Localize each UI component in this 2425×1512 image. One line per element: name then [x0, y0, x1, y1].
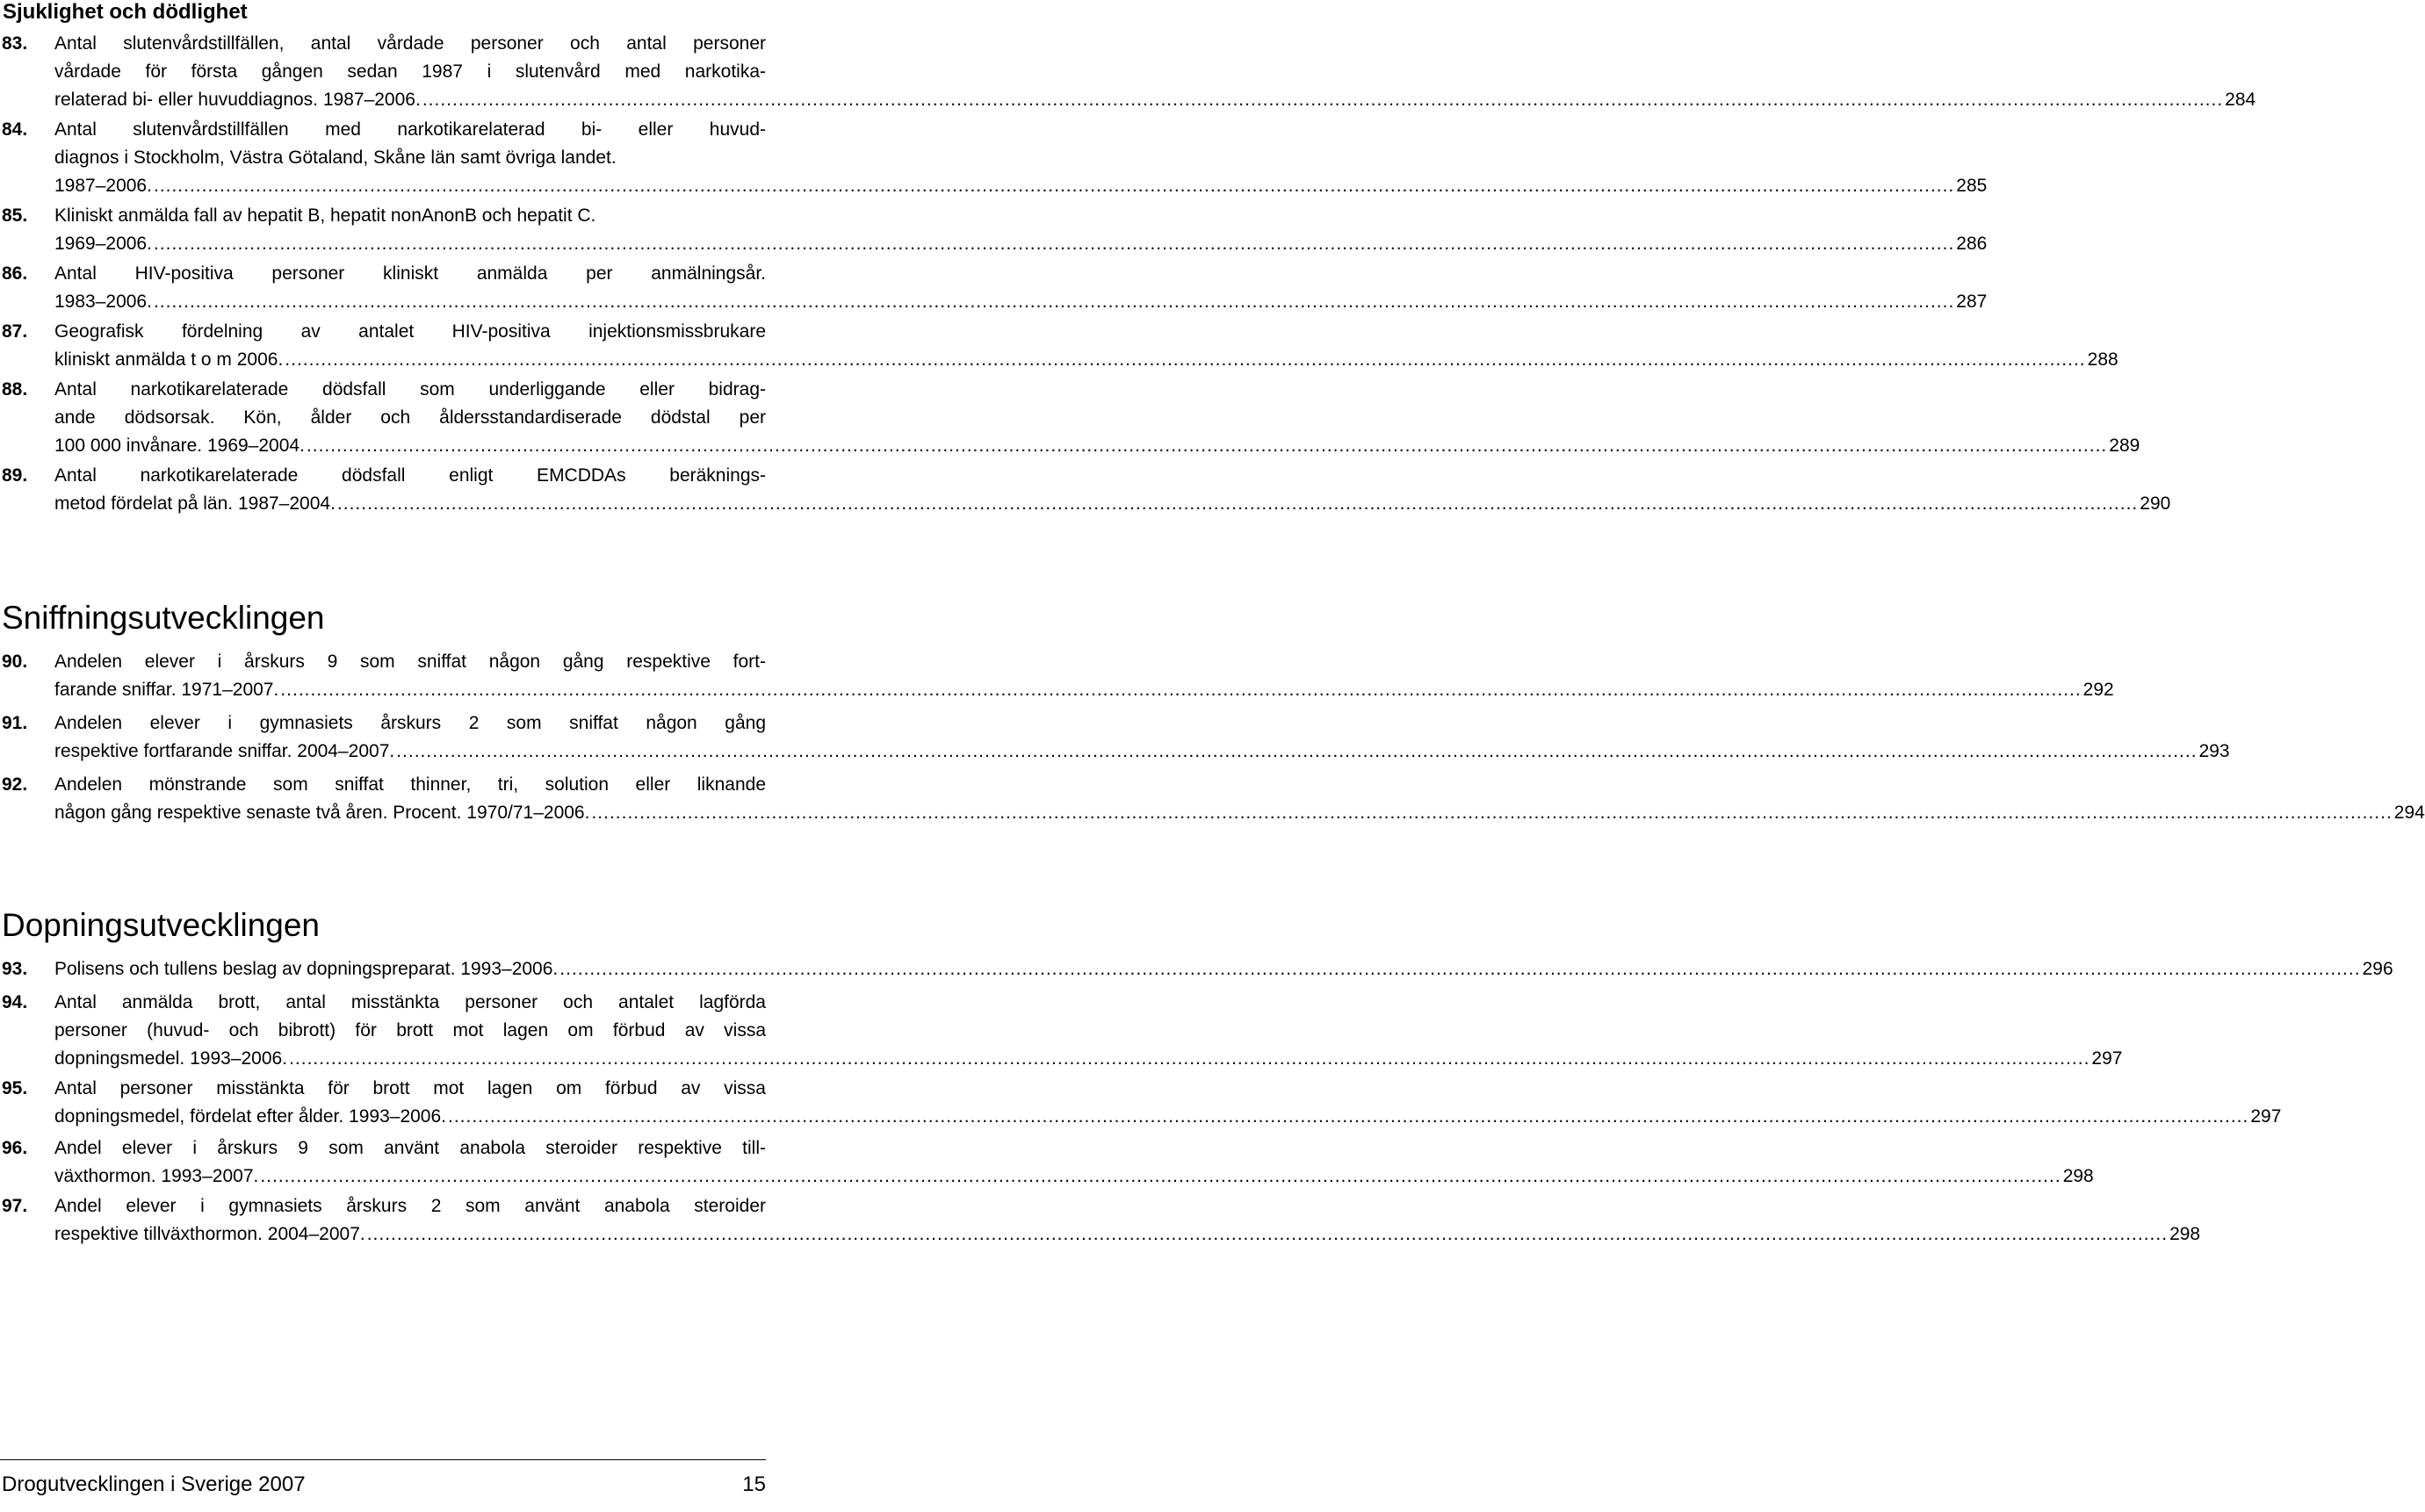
- entry-last-line: respektive fortfarande sniffar. 2004–2007.: [54, 741, 395, 761]
- entry-line: diagnos i Stockholm, Västra Götaland, Skåne län samt övriga landet.: [54, 148, 617, 168]
- entry-last-line: dopningsmedel, fördelat efter ålder. 1993–2006.: [54, 1106, 446, 1127]
- dot-leader: ............................................................................................................................................................................................................................................................................................................: [559, 959, 2361, 979]
- entry-last-line: 1983–2006.: [54, 292, 152, 312]
- page-ref: 288: [2087, 349, 2118, 370]
- entry-text: [54, 30, 2256, 114]
- page-ref: 292: [2082, 680, 2114, 700]
- entry-leader-line: [54, 676, 2114, 704]
- entry-line: Andelen elever i gymnasiets årskurs 2 som sniffat någon gång: [54, 713, 766, 733]
- entry-leader-line: [54, 799, 2425, 827]
- entry-number: 90.: [2, 652, 28, 672]
- entry-line: Antal narkotikarelaterade dödsfall som underliggande eller bidrag-: [54, 379, 766, 400]
- dot-leader: ............................................................................................................................................................................................................................................................................................................: [153, 234, 1955, 254]
- entry-last-line: 1987–2006.: [54, 176, 152, 196]
- entry-line: vårdade för första gången sedan 1987 i slutenvård med narkotika-: [54, 61, 766, 82]
- entry-last-line: relaterad bi- eller huvuddiagnos. 1987–2006.: [54, 90, 421, 110]
- dot-leader: ............................................................................................................................................................................................................................................................................................................: [280, 680, 2082, 700]
- entry-line: ande dödsorsak. Kön, ålder och åldersstandardiserade dödstal per: [54, 407, 766, 428]
- page-ref: 289: [2109, 436, 2140, 456]
- section-heading-dopning: Dopningsutvecklingen: [2, 907, 321, 943]
- entry-text: [54, 462, 2171, 518]
- dot-leader: ............................................................................................................................................................................................................................................................................................................: [396, 741, 2198, 761]
- dot-leader: ............................................................................................................................................................................................................................................................................................................: [285, 349, 2086, 370]
- page-ref: 286: [1956, 234, 1988, 254]
- entry-line: Andelen mönstrande som sniffat thinner, tri, solution eller liknande: [54, 774, 766, 795]
- dot-leader: ............................................................................................................................................................................................................................................................................................................: [422, 90, 2224, 110]
- entry-leader-line: [54, 1103, 2282, 1131]
- dot-leader: ............................................................................................................................................................................................................................................................................................................: [153, 292, 1955, 312]
- entry-number: 85.: [2, 205, 28, 226]
- entry-line: Andel elever i gymnasiets årskurs 2 som använt anabola steroider: [54, 1196, 766, 1216]
- entry-text: [54, 955, 2393, 983]
- page-ref: 297: [2091, 1048, 2123, 1069]
- entry-leader-line: [54, 738, 2230, 766]
- entry-line: Antal narkotikarelaterade dödsfall enligt EMCDDAs beräknings-: [54, 465, 766, 486]
- entry-line: Antal HIV-positiva personer kliniskt anmälda per anmälningsår.: [54, 263, 766, 284]
- entry-text: [54, 989, 2123, 1073]
- entry-number: 91.: [2, 713, 28, 733]
- page-ref: 290: [2140, 493, 2171, 514]
- entry-leader-line: [54, 230, 1988, 258]
- entry-text: [54, 376, 2140, 460]
- page-ref: 294: [2393, 803, 2425, 823]
- entry-number: 86.: [2, 263, 28, 284]
- entry-text: [54, 771, 2425, 827]
- entry-text: [54, 1134, 2094, 1191]
- page-ref: 296: [2362, 959, 2393, 979]
- entry-leader-line: [54, 490, 2171, 518]
- entry-leader-line: [54, 346, 2118, 374]
- entry-line: personer (huvud- och bibrott) för brott mot lagen om förbud av vissa: [54, 1020, 766, 1040]
- entry-last-line: farande sniffar. 1971–2007.: [54, 680, 279, 700]
- page-ref: 298: [2169, 1224, 2201, 1244]
- entry-line: Antal personer misstänkta för brott mot lagen om förbud av vissa: [54, 1078, 766, 1098]
- entry-number: 84.: [2, 119, 28, 140]
- entry-text: [54, 260, 1988, 316]
- page-ref: 298: [2062, 1166, 2094, 1186]
- entry-text: [54, 709, 2230, 766]
- entry-last-line: 1969–2006.: [54, 234, 152, 254]
- entry-number: 96.: [2, 1138, 28, 1158]
- entry-text: [54, 202, 1988, 258]
- dot-leader: ............................................................................................................................................................................................................................................................................................................: [260, 1166, 2061, 1186]
- entry-number: 94.: [2, 992, 28, 1012]
- entry-number: 88.: [2, 379, 28, 400]
- entry-line: Andel elever i årskurs 9 som använt anabola steroider respektive till-: [54, 1138, 766, 1158]
- dot-leader: ............................................................................................................................................................................................................................................................................................................: [289, 1048, 2090, 1069]
- entry-leader-line: [54, 172, 1988, 200]
- entry-text: [54, 1075, 2282, 1131]
- entry-last-line: någon gång respektive senaste två åren. Procent. 1970/71–2006.: [54, 803, 590, 823]
- entry-leader-line: [54, 1045, 2123, 1073]
- footer-rule: [0, 1459, 766, 1460]
- entry-number: 97.: [2, 1196, 28, 1216]
- entry-line: Andelen elever i årskurs 9 som sniffat någon gång respektive fort-: [54, 652, 766, 672]
- entry-number: 95.: [2, 1078, 28, 1098]
- entry-leader-line: [54, 288, 1988, 316]
- entry-leader-line: [54, 86, 2256, 114]
- dot-leader: ............................................................................................................................................................................................................................................................................................................: [591, 803, 2393, 823]
- page-ref: 297: [2250, 1106, 2282, 1127]
- entry-number: 83.: [2, 33, 28, 54]
- entry-line: Kliniskt anmälda fall av hepatit B, hepatit nonAnonB och hepatit C.: [54, 205, 596, 226]
- footer-page-number: 15: [742, 1472, 766, 1496]
- entry-last-line: metod fördelat på län. 1987–2004.: [54, 493, 336, 514]
- dot-leader: ............................................................................................................................................................................................................................................................................................................: [153, 176, 1955, 196]
- section-heading-sjuklighet: Sjuklighet och dödlighet: [3, 0, 248, 24]
- entry-number: 92.: [2, 774, 28, 795]
- entry-last-line: respektive tillväxthormon. 2004–2007.: [54, 1224, 365, 1244]
- entry-number: 93.: [2, 959, 28, 979]
- entry-last-line: dopningsmedel. 1993–2006.: [54, 1048, 288, 1069]
- entry-line: Antal anmälda brott, antal misstänkta personer och antalet lagförda: [54, 992, 766, 1012]
- dot-leader: ............................................................................................................................................................................................................................................................................................................: [336, 493, 2139, 514]
- dot-leader: ............................................................................................................................................................................................................................................................................................................: [448, 1106, 2249, 1127]
- entry-leader-line: [54, 1220, 2201, 1249]
- footer-title: Drogutvecklingen i Sverige 2007: [2, 1472, 306, 1496]
- entry-text: [54, 318, 2118, 374]
- entry-last-line: växthormon. 1993–2007.: [54, 1166, 259, 1186]
- section-heading-sniffning: Sniffningsutvecklingen: [2, 600, 325, 636]
- entry-last-line: kliniskt anmälda t o m 2006.: [54, 349, 284, 370]
- entry-line: Geografisk fördelning av antalet HIV-positiva injektionsmissbrukare: [54, 321, 766, 342]
- entry-text: [54, 1192, 2201, 1249]
- entry-text: [54, 116, 1988, 200]
- dot-leader: ............................................................................................................................................................................................................................................................................................................: [306, 436, 2108, 456]
- entry-text: [54, 648, 2114, 704]
- page-ref: 284: [2225, 90, 2256, 110]
- page-ref: 293: [2198, 741, 2230, 761]
- entry-leader-line: [54, 432, 2140, 460]
- dot-leader: ............................................................................................................................................................................................................................................................................................................: [366, 1224, 2169, 1244]
- entry-leader-line: [54, 1163, 2094, 1191]
- page-ref: 285: [1956, 176, 1988, 196]
- entry-last-line: Polisens och tullens beslag av dopningspreparat. 1993–2006.: [54, 959, 559, 979]
- entry-last-line: 100 000 invånare. 1969–2004.: [54, 436, 305, 456]
- entry-number: 89.: [2, 465, 28, 486]
- page-ref: 287: [1956, 292, 1988, 312]
- entry-line: Antal slutenvårdstillfällen med narkotikarelaterad bi- eller huvud-: [54, 119, 766, 140]
- entry-number: 87.: [2, 321, 28, 342]
- entry-leader-line: [54, 955, 2393, 983]
- entry-line: Antal slutenvårdstillfällen, antal vårdade personer och antal personer: [54, 33, 766, 54]
